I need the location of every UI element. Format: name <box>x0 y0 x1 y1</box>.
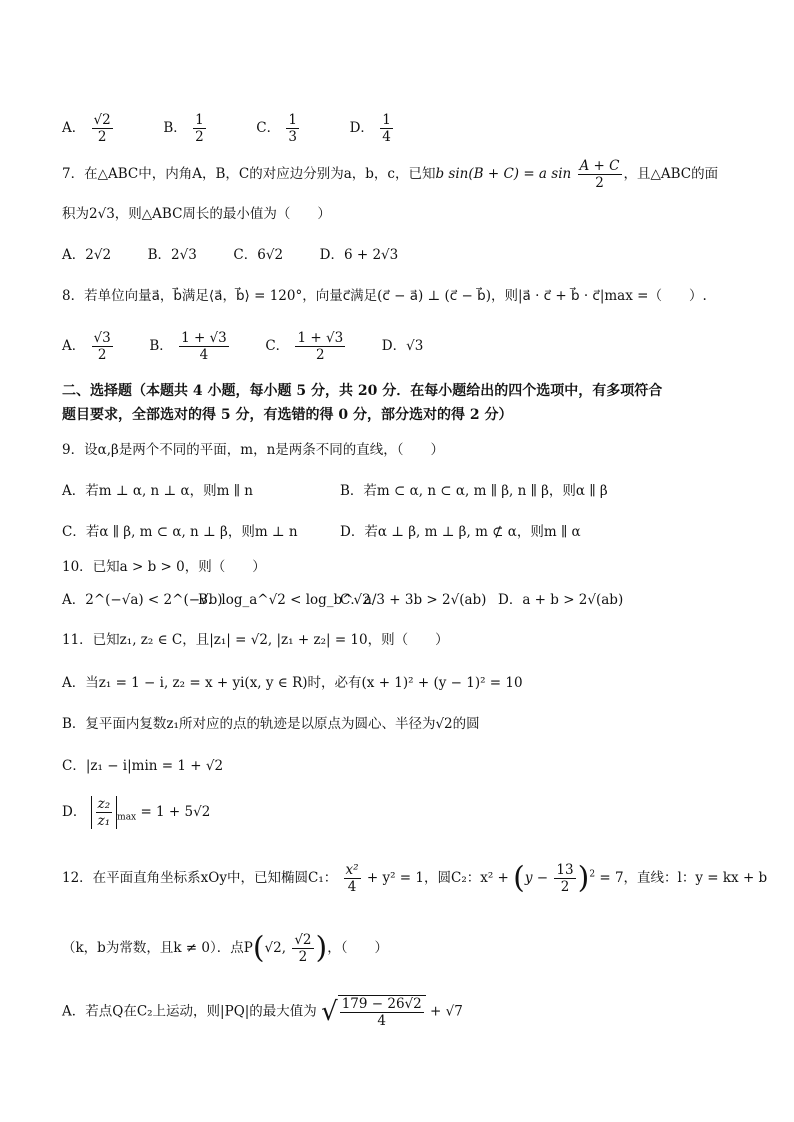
q9-stem: 9．设α,β是两个不同的平面，m，n是两条不同的直线，（ ） <box>62 442 445 458</box>
q7-fraction: $\frac{A + C}{2}$ <box>579 158 620 191</box>
q11-d-fraction: $\frac{\text{z₂}}{\text{z₁}}$ <box>97 796 111 829</box>
q9-option-c: C．若α ∥ β, m ⊂ α, n ⊥ β，则m ⊥ n <box>62 524 298 540</box>
q6-option-b-label: B． <box>163 120 187 136</box>
q7-stem: 7．在△ABC中，内角A，B，C的对应边分别为a，b，c，已知b sin(B + C) = a sin $\frac{A + C}{2}$ ，且△ABC的面 <box>62 158 719 191</box>
q7-stem-line2: 积为2√3，则△ABC周长的最小值为（ ） <box>62 206 331 222</box>
q7-option-b: B．2√3 <box>147 247 197 263</box>
q11-option-d: D． $\frac{\text{z₂}}{\text{z₁}}$ $_{max}$ = 1 + 5√2 <box>62 796 211 829</box>
section2-heading-line1: 二、选择题（本题共 4 小题，每小题 5 分，共 20 分．在每小题给出的四个选项中，有多项符合 <box>62 383 663 399</box>
q6-option-a-fraction: $\frac{√2}{2}$ <box>93 112 111 145</box>
q8-option-d: D．√3 <box>381 338 424 354</box>
q12-circle-fraction: $\frac{13}{2}$ <box>556 862 574 895</box>
q7-options <box>62 245 398 265</box>
q12-a-fraction: $\frac{179 - 26√2}{4}$ <box>341 996 422 1029</box>
q10-option-b: B．log_a^√2 < log_b^√2 <box>198 592 371 608</box>
q8-stem: 8．若单位向量a⃗，b⃗满足⟨a⃗，b⃗⟩ = 120°，向量c⃗满足(c⃗ − a⃗) ⊥ (c⃗ − b⃗)，则|a⃗ · c⃗ + b⃗ · c⃗|max =（ ）. <box>62 288 707 304</box>
q8-option-a-label: A． <box>62 338 86 354</box>
q12-stem-line2: （k，b为常数，且k ≠ 0）．点P(√2, $\frac{√2}{2}$ )，（ ） <box>62 930 388 966</box>
q9-option-d: D．若α ⊥ β, m ⊥ β, m ⊄ α，则m ∥ α <box>340 524 581 540</box>
q7-option-c: C．6√2 <box>233 247 284 263</box>
q11-option-b: B．复平面内复数z₁所对应的点的轨迹是以原点为圆心、半径为√2的圆 <box>62 716 480 732</box>
q10-stem: 10．已知a > b > 0，则（ ） <box>62 559 266 575</box>
q6-option-b-fraction: $\frac{1}{2}$ <box>195 112 204 145</box>
q10-option-d: D．a + b > 2√(ab) <box>498 592 624 608</box>
q11-option-c: C．|z₁ − i|min = 1 + √2 <box>62 758 224 774</box>
q12-stem: 12．在平面直角坐标系xOy中，已知椭圆C₁： $\frac{\text{x²}}{4}$ + y² = 1，圆C₂：x² + (y − $\frac{13}{2}$ )$^2$ = 7，直线：l：y = kx + b <box>62 860 768 896</box>
q6-option-d-label: D． <box>349 120 374 136</box>
q7-option-a: A．2√2 <box>62 247 112 263</box>
q8-option-b-label: B． <box>149 338 173 354</box>
section2-heading-line2: 题目要求，全部选对的得 5 分，有选错的得 0 分，部分选对的得 2 分） <box>62 407 513 423</box>
q12-option-a: A．若点Q在C₂上运动，则|PQ|的最大值为 √ $\frac{179 - 26√2}{4}$ + √7 <box>62 996 463 1029</box>
q6-option-c-fraction: $\frac{1}{3}$ <box>288 112 297 145</box>
q11-option-a: A．当z₁ = 1 − i, z₂ = x + yi(x, y ∈ R)时，必有(x + 1)² + (y − 1)² = 10 <box>62 675 523 691</box>
q12-point-fraction: $\frac{√2}{2}$ <box>294 932 312 965</box>
q8-options <box>62 330 423 363</box>
q6-option-a-label: A． <box>62 120 86 136</box>
q6-option-c-label: C． <box>256 120 281 136</box>
q11-stem: 11．已知z₁, z₂ ∈ C，且|z₁| = √2, |z₁ + z₂| = 10，则（ ） <box>62 632 449 648</box>
q8-option-c-fraction: $\frac{1 + √3}{2}$ <box>297 330 344 363</box>
q6-options <box>62 112 395 145</box>
q6-option-d-fraction: $\frac{1}{4}$ <box>382 112 391 145</box>
q8-option-c-label: C． <box>265 338 290 354</box>
q10-option-a: A．2^(−√a) < 2^(−√b) <box>62 592 223 608</box>
q7-option-d: D．6 + 2√3 <box>319 247 399 263</box>
q9-option-a: A．若m ⊥ α, n ⊥ α，则m ∥ n <box>62 483 253 499</box>
q12-ellipse-fraction: $\frac{\text{x²}}{4}$ <box>345 862 359 895</box>
q8-option-b-fraction: $\frac{1 + √3}{4}$ <box>181 330 227 363</box>
q8-option-a-fraction: $\frac{√3}{2}$ <box>93 330 111 363</box>
q9-option-b: B．若m ⊂ α, n ⊂ α, m ∥ β, n ∥ β，则α ∥ β <box>340 483 608 499</box>
q10-option-c: C．a/3 + 3b > 2√(ab) <box>340 592 487 608</box>
